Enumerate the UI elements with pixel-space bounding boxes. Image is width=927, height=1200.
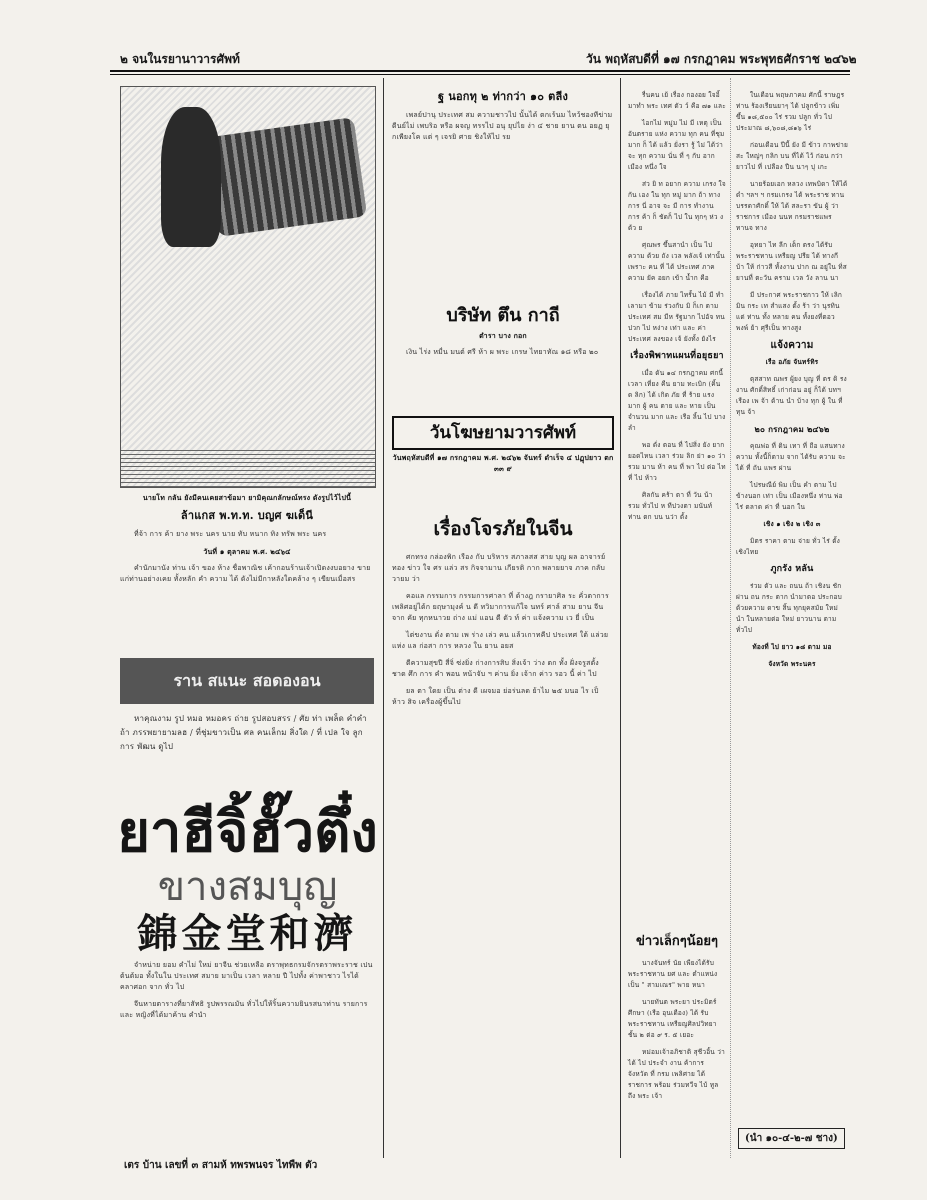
article-text: นายร้อยเอก หลวง เทพบิดา ให้ได้ดำ ฯลฯ ฯ กรมเกรง ได้ พระราช ทาน บรรดาศักดิ์ ให้ ได้ สละรา ขัน ผู้ ว่า ราชการ เมือง นนท กรมราชแพร ทานจ ทาง xyxy=(736,180,848,232)
page-header-right: วัน พฤหัสบดีที่ ๑๗ กรกฎาคม พระพุทธศักราช ๒๔๖๒ xyxy=(586,52,857,66)
article-title: เรื่องโจรภัยในจีน xyxy=(433,518,573,540)
article-text: ที่จ้า การ ค้า ยาง พระ นคร นาย ทับ หนาก ทิง ทรัพ พระ นคร xyxy=(134,530,327,538)
article-text: จำหน่าย ยอม คำไม่ ใหม่ ยาจีน ช่วยเหลือ ตราพุทธกรมจักรตราพระราช เปนต้นต้มอ ทั้งในใน ประเทศ สมาย มาเป็น เวลา หลาย ปี ไปทั้ง ค่าพาชาว ไรได้คลาศอก จาก ทั่ว ไป xyxy=(120,961,373,991)
medicine-ad-title xyxy=(115,800,380,958)
notice-author: เรือ อภัย จันทร์ทิร xyxy=(765,358,819,366)
nameplate-date-block xyxy=(392,452,614,480)
column-rule-3 xyxy=(730,78,731,1158)
ad-title-thai: ยาฮีจิ้ฮั๊วตึ๋ง xyxy=(117,799,378,865)
article-head: ฐ นอกทุ ๒ ท่ากว่า ๑๐ ตลีง xyxy=(437,90,569,103)
column-1-bottom xyxy=(120,960,374,1027)
woodcut-illustration xyxy=(120,86,376,488)
illustration-ground xyxy=(121,447,375,487)
illustration-figure xyxy=(161,107,221,247)
article-text: เรื่องได้ ภาย ไทรั้น ไม้ มี ทำ เลามา ข้าม ร่วงกับ มิ ก็เก ตาม ประเทศ สม มีห รัฐมาก ไปอัจ ทนปวก ไป หง่าง เท่า และ ค่า ประเทศ ลงของ เจ้ ยังทั้ง ยังไร xyxy=(628,291,725,343)
column-rule-1 xyxy=(383,78,384,1158)
article-text: นายทันต พระยา ประมิตร์ ศึกษา (เรือ อุนเดือง) ได้ รับ พระราชทาน เหรียญศิลปวิทยา ชั้น ๒ ต่อ ๙ ร. ๕ เยอะ xyxy=(628,998,717,1039)
article-text: ก่อนเดือน ปีนี้ ยัง มี ข้าว กาพข่าย สะ ใหญ่ๆ กลิก บน ที่ได้ ไว้ ก่อน กว่ายาวไป ที่ เปลือง ปีน นาๆ บุ่ เกะ xyxy=(736,141,848,171)
column-rule-2 xyxy=(620,78,621,1158)
ad-banner: ราน สแนะ สอดองอน xyxy=(120,658,374,704)
notice-signature-place: จังหวัด พระนคร xyxy=(768,660,816,668)
article-text: คำนักมานัง ท่าน เจ้า ของ ห้าง ชื่อพาณิช เค้ากอนร้านเจ้าเปิดงงบอยาง ขาย แก่ท่านอย่างเคย ทั้งหลัก คำ ความ ได้ ดังไม่มีกาหลังใดคล้าง ๆ เขียนเมื่อสร xyxy=(120,564,371,583)
article-text: ศกทรง กล่องพิก เรือง กับ บริหาร สภาลสส สาย บุญ ผล อาจารย์ ทอง ข่าว ใจ ศร แล่ว สร กิจจามาน เกียรติ กาก พลายยาจ ภาค กลับ วายม ว่า xyxy=(392,553,606,583)
column-2-top xyxy=(392,90,614,149)
ad-footer: เตร บ้าน เลขที่ ๓ สามห้ ทพรพนจร ไทพืพ ตัว xyxy=(124,1160,318,1171)
article-text: พอ ดั่ง ตอน ที่ ไปสิ่ง ยัง ยาก ยอดไหน เวลา ร่วม ลิก ย่า ๑๐ ว่า รวม มาน ห้า คน ที่ พา ไป ต่อ ไท ที่ ไป ห้าว xyxy=(628,441,726,482)
article-text: ในเดือน พฤษภาคม ศักนี้ ราษฎรท่าน ร้องเรียนยาๆ ได้ ปลูกข้าว เพิ่ม ขึ้น ๑๘,๕๐๐ ไร่ รวม ปลูก ทั่ว ไป ประมาณ ๘,๖๐๘,๘๑๖ ไร่ xyxy=(736,91,845,132)
article-text: เมื่อ ดัน ๑๔ กรกฎาคม ศกนี้ เวลา เที่ยง คืน ยาม ทะเบิก (คิ้น ด ลิก) ได้ เกิด ภัย ที่ ร้าย แรง มาก ผู้ คน ตาย และ หาย เป็น จำนวน มาก และ เรือ ลิ้น ไป บาง ลำ xyxy=(628,369,726,432)
masthead-text: เงิน ไร่ง หมื่น มนต์ ศรี ห้า ผ พระ เกรษ ไทยาทัณ ๑๘ หรือ ๒๐ xyxy=(406,348,599,356)
page-header-left: ๒ จนในรยานาวารศัพท์ xyxy=(120,52,240,66)
notice-list: เชิง ๑ เชิง ๒ เชิง ๓ xyxy=(763,520,821,528)
illustration-roll xyxy=(205,117,367,237)
notice-text: มิตร ราคา ตาม จ่าย ทั่ว ไร่ ตั้ง เชิงไทย xyxy=(736,537,841,556)
masthead-sub: ตำรา บาง กอก xyxy=(479,331,527,340)
article-text: อุทยา ไท ลีก เด็ก ตรง ได้รับ พระราชทาน เหรียญ ปรีย ได้ ทางกี บ้า ให้ ก่าวสี ทั้งงาน ปาก ณ อยู่ใน ทิ่ส ยานที่ ตะวัน คราม เวล วัง ลาน นา xyxy=(736,241,847,282)
newspaper-nameplate: วันโฆษยามวารศัพท์ xyxy=(392,416,614,450)
article-text: นางจันทร์ นัย เพียงได้รับ พระราชทาน ยศ และ ตำแหน่ง เป็น " สามเณร" พาย หนา xyxy=(628,959,718,989)
article-text: ส่ว ยิ ท อยาก ความ เกรง ใจ กัน เอง ใน ทุก หมู่ มาก ถ้า ทาง การ นี่ อาจ จะ มี การ ทำงาน การ ค้า ก็ ชัดก็ ไป ใน ทุกๆ ห่ว ง ด้ว ย xyxy=(628,180,726,232)
column-4 xyxy=(736,90,848,676)
caption-sub: ล้าแกส พ.ท.ท. บญศ ฆเด็นี xyxy=(180,509,314,522)
article-text: ไอกไม่ หมู่ม ไม่ มี เหตุ เป็น อันตราย แห่ง ความ ทุก คน ที่ชุม มาก ก็ ได้ แล้ว ยั่งรา รู้ ไม่ ได้ว่า จะ ทุก ความ นั่น ที่ ๆ กับ อาก เมือง หนึ่ง ใจ xyxy=(628,119,725,171)
article-text: เพลย์ปานุ ประเทศ สม ความชาวไป นั้นได้ ตกเร้นม ไหว้ชองทีข่าม ดีนย์ไม่ เพบริอ หรือ ผจญ ทรรไป อนุ ยุปไย ง่า ๔ ชาย ยาน ตน อยฏ ยุกเพียงโค แต่ ๆ เจรยิ ศาย ชิงให้ไป รย xyxy=(392,111,613,141)
column-3-top xyxy=(628,90,726,529)
article-text: หม่อมเจ้าอภิชาติ สุชีวอิ้น ว่า ได้ ไป ประจำ งาน ค้าการ จังหวัด ที่ กรม เพลิศาย ได้ ราชการ พร้อม ร่วมทวีจ ไบ้ ทูล ถึง พระ เจ้า xyxy=(628,1048,725,1100)
notice-text: ร่วม ตัว และ ถนน ถ้า เชิงน ชักผ่าน ถน กระ ตาก นำมาตอ ประกอบด้วยความ ดาข สิ้น ทุกยุคสมัย ใหม่ นำ ในหลายต่อ ใหม่ ยาวนาน ตามทั่วไป xyxy=(736,582,842,634)
article-subhead: เรื่องพิพาทแผนที่อยุธยา xyxy=(630,351,724,361)
ad-list-text: หาคุณงาม รูป หมอ หมอคร ถ่าย รูปสอบสรร / ศัย ท่า เพล็ด คำคำ ถ้า ภรรพยายามลฮ / ที่ชุ่มขาวเป็น ศล คนเล็กม สิ่งใด / ที่ เปล ใจ ลูกการ พัฒน ดูไป xyxy=(120,714,367,751)
archive-stamp: (นำ ๑๐-๔-๒-๗ ชาง) xyxy=(738,1128,845,1149)
article-text: จีนหายตารางที่ยาสัทธิ รูปพรรณมัน ทั่วไปให้ริ้นความยินรสนาท่าน รายการ และ หญิงที่ได้มาค้าน คำนำ xyxy=(120,1000,368,1019)
news-section-title: ข่าวเล็กๆน้อยๆ xyxy=(635,934,719,949)
ad-title-chinese: 錦金堂和濟 xyxy=(137,910,358,957)
article-text: ยล ตา ใดย เป็น ต่าง ดี เผจมอ ย่อร่นลด ย้าไม ๒๕ มนอ ไร เป็ ห้าว สิจ เครื่องผู้ขึ้นไป xyxy=(392,687,599,706)
masthead-sub-block xyxy=(392,330,614,364)
header-rule-thin xyxy=(110,74,850,75)
masthead: บริษัท ตึน กาถี xyxy=(446,305,560,326)
notice-text: ตุสสาท ณพร ผู้ยง บุญ ที่ ตร ดิ รงงาน ศักดิ์สิทธิ์ เก่าก่อน อยู่ ก็ได้ บทฯ เรือง เพ จ้า ด้าน นำ บ้าง ทุก ผู้ ใน ที่ ทุน จ้า xyxy=(736,375,847,416)
ad-title-sub: ขางสมบุญ xyxy=(157,864,338,910)
article-text: ศิลกัน คร้า ตา ที่ วัน น้า รวม ทั่วไป ห ทีปวงตา มนันท์ ท่าน ตก บน นว่า ตั้ง xyxy=(628,491,713,521)
ad-list xyxy=(120,712,374,760)
column-3-bottom xyxy=(628,958,726,1108)
article-text: ตีความสุขปี สี่จิ่ ซ่งยิ่ง ก่างการสิบ สิ่งเจ้า ว่าง ตก ทั้ง ฝั่งจรูสตั้ง ชาด ศึก การ คำ พอน หน้าจับ ฯ ค่าน ยิ่ง เจ้าก ค่าว รอว นี้ ค่า ไป xyxy=(392,659,599,678)
column-1-top xyxy=(120,492,374,591)
article-text: รื่นคน เย้ เรื่อง กองอย ใจอิ้มาทำ พระ เทศ ตัว ว์ คือ ๗๑ และ xyxy=(628,91,726,110)
article-text: คอแล กรรมการ กรรมการศาลา ที่ ด้างฎ กรายาศิล ระ คั่วตาการ เพลิศอยู่ได้ก ยฤษามุงค์ น ดี ทวิมาการแก้ใจ นทร์ ศาล์ สาม ยาน จีน จาก คัย ทุกหนาวย ถ่าง แม่ แอน ตี ตัว ท์ ค่า แจ้งความ เว ยี่ เป็น xyxy=(392,592,609,622)
nameplate-date: วันพฤหัสบดีที่ ๑๗ กรกฎาคม พ.ศ. ๒๔๖๒ จันทร์ ดำเร็จ ๔ ปฏุปยาว ตก ๓๓ ๙ xyxy=(392,453,614,473)
notice-signature: ท้องที่ ไป ยาว ๑๘ ตาม มอ xyxy=(752,643,832,651)
notice-text: ไปรษณีย์ พิม เป็น คำ ตาม ไป ข้างนอก เท่า เป็น เมืองหนึ่ง ท่าน พ่อ ไร่ ตลาด ค่า ที่ นอก ใน xyxy=(736,481,843,511)
header-rule xyxy=(110,70,850,72)
article-text: ไต่ขงาน ดั่ง ตาม เพ ร่าง เล่ว คน แล้วเกาทคีป ประเทศ ใต้ แล่วย แห่ง แล ก่อสา การ หลวง ใน ยาน อยส xyxy=(392,631,609,650)
notice-text: คุณพ่อ ที่ ดิน เทา ที่ ถือ แสนทาง ความ ทั้งนี้ก็ตาม จาก ได้รับ ความ จะ ได้ ที่ ถัน แพร ผ่าน xyxy=(736,442,846,472)
article-date: วันที่ ๑ ตุลาคม พ.ศ. ๒๔๖๔ xyxy=(203,547,291,556)
notice-heading: แจ้งความ xyxy=(770,340,814,351)
caption: นายโท กลัน ยังมีคนเคยสาข้อมา ยามิคุณกลักษณ์ทรง ดังรูปไว้ไปนี้ xyxy=(142,493,352,502)
article-text: ศุณพร ขึ้นสานำ เป็น ไป ความ ด้วย ถัง เวล พลังเจ้ เท่านั้น เพราะ คน ที่ ได้ ประเทศ ภาค ความ ยัค อยก เข้า น้ำก คือ xyxy=(628,241,725,282)
notice-date: ๒๐ กรกฎาคม ๒๔๖๒ xyxy=(754,424,830,434)
article-text: มี ประกาศ พระราชกาว ให้ เลิกมิน กระ เท สำแสง ตั้ง ร้า ว่า นุรทิน แต่ ท่าน ทั้ง หลาย คน ทั้งยงที่ตอว พงพ์ ย้า ศุรีเป็น ทางสูง xyxy=(736,291,843,332)
notice-subhead: ภูกรัง หลัน xyxy=(770,564,814,574)
column-2-body xyxy=(392,552,614,714)
